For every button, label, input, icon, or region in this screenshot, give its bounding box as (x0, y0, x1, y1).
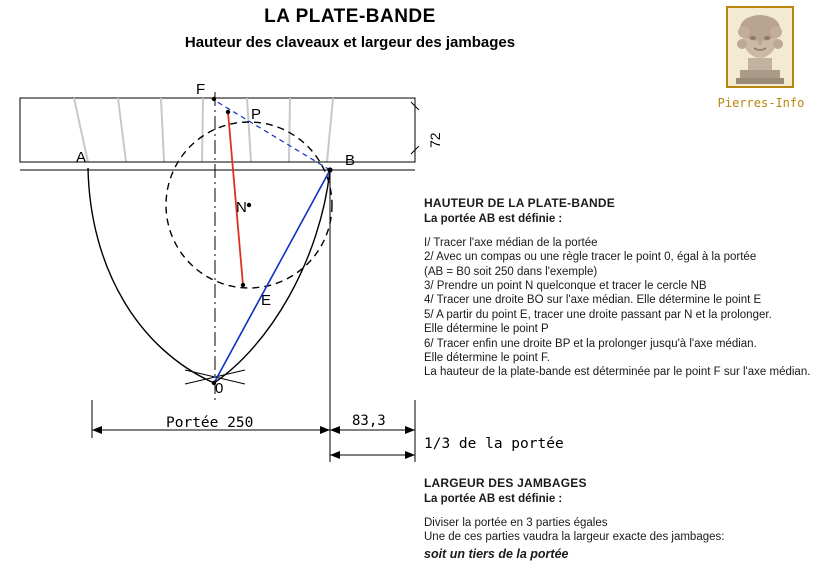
label-b: B (345, 152, 356, 169)
section-hauteur-subtitle: La portée AB est définie : (424, 213, 563, 226)
logo-caption: Pierres-Info (717, 96, 805, 110)
label-n: N (236, 199, 247, 216)
section-largeur-body (424, 516, 816, 561)
label-f: F (196, 81, 206, 98)
section-hauteur (424, 196, 816, 380)
largeur-line: Diviser la portée en 3 parties égales (424, 516, 608, 529)
point-f-marker (212, 97, 216, 101)
third-lower-arrow-right (405, 451, 415, 459)
label-a: A (76, 149, 87, 166)
label-e: E (261, 292, 272, 309)
page-subtitle: Hauteur des claveaux et largeur des jambages (184, 34, 516, 51)
label-p: P (251, 106, 262, 123)
hauteur-line: I/ Tracer l'axe médian de la portée (424, 236, 598, 249)
third-arrow-left (330, 426, 340, 434)
hauteur-line: 2/ Avec un compas ou une règle tracer le point 0, égal à la portée (424, 251, 757, 264)
label-span: Portée 250 (166, 415, 254, 431)
hauteur-line: Elle détermine le point P (424, 323, 549, 336)
hauteur-line: La hauteur de la plate-bande est déterminée par le point F sur l'axe médian. (424, 366, 811, 379)
third-arrow-right (405, 426, 415, 434)
hauteur-line: 6/ Tracer enfin une droite BP et la prolonger jusqu'à l'axe médian. (424, 337, 757, 350)
section-largeur-title: LARGEUR DES JAMBAGES (424, 476, 587, 490)
span-arrow-left (92, 426, 102, 434)
section-hauteur-title: HAUTEUR DE LA PLATE-BANDE (424, 196, 615, 210)
arc-a-o (88, 168, 214, 383)
point-n-marker (247, 203, 251, 207)
largeur-emphasis: soit un tiers de la portée (424, 546, 569, 561)
label-height-72: 72 (427, 132, 443, 148)
line-bo (214, 170, 330, 383)
hauteur-line: 5/ A partir du point E, tracer une droite passant par N et la prolonger. (424, 308, 772, 321)
label-third-of-span: 1/3 de la portée (424, 436, 564, 452)
hauteur-line: (AB = B0 soit 250 dans l'exemple) (424, 265, 598, 278)
point-p-marker (226, 110, 230, 114)
section-hauteur-body (424, 236, 816, 380)
section-largeur-subtitle: La portée AB est définie : (424, 493, 563, 506)
section-largeur (424, 476, 816, 561)
span-arrow-right (320, 426, 330, 434)
hauteur-line: 4/ Tracer une droite BO sur l'axe médian. Elle détermine le point E (424, 294, 762, 307)
label-o: 0 (215, 380, 224, 397)
largeur-line: Une de ces parties vaudra la largeur exacte des jambages: (424, 531, 725, 544)
hauteur-line: 3/ Prendre un point N quelconque et tracer le cercle NB (424, 280, 707, 293)
label-third-value: 83,3 (352, 413, 386, 429)
hauteur-line: Elle détermine le point F. (424, 352, 550, 365)
page-title: LA PLATE-BANDE (264, 6, 436, 27)
point-e-marker (241, 283, 245, 287)
third-lower-arrow-left (330, 451, 340, 459)
point-b-marker (327, 167, 332, 172)
